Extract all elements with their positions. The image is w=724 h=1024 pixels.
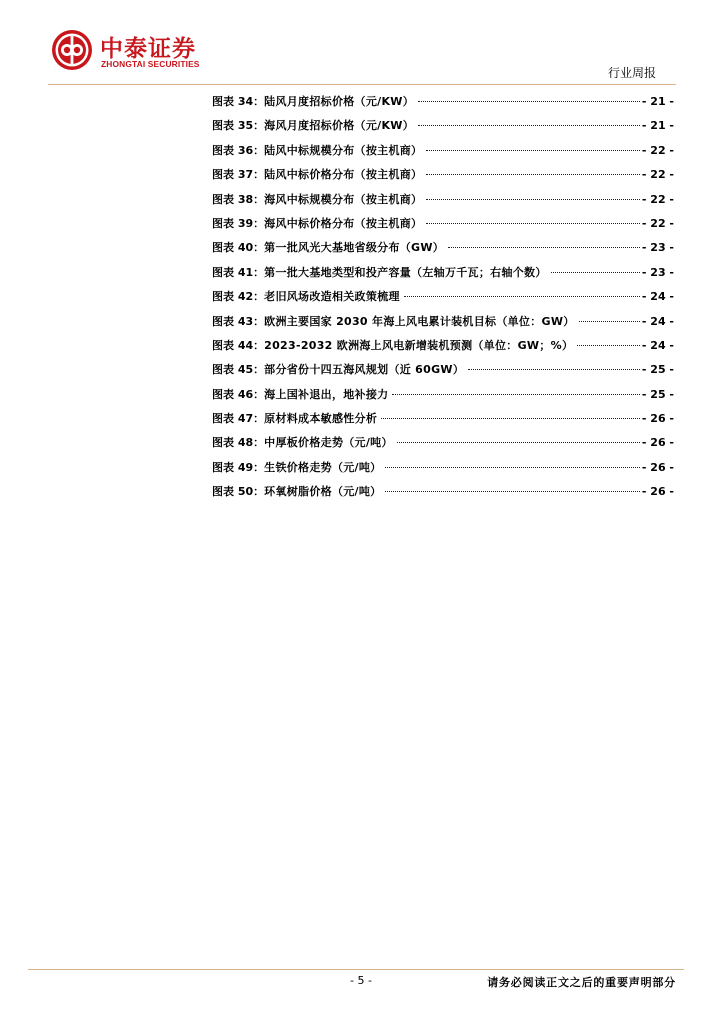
toc-page-number: - 26 - (641, 460, 674, 474)
toc-figure-number: 图表 35： (212, 119, 265, 133)
toc-page-number: - 26 - (641, 412, 674, 426)
toc-page-number: - 26 - (641, 436, 674, 450)
toc-entry[interactable] (212, 483, 674, 507)
toc-figure-number: 图表 48： (212, 436, 265, 450)
toc-entry[interactable] (212, 239, 674, 263)
toc-figure-title: 老旧风场改造相关政策梳理 (264, 290, 400, 304)
toc-figure-title: 第一批风光大基地省级分布（GW） (264, 241, 445, 255)
toc-entry[interactable] (212, 142, 674, 166)
toc-figure-title: 2023-2032 欧洲海上风电新增装机预测（单位：GW；%） (264, 338, 574, 352)
toc-figure-title: 海上国补退出，地补接力 (264, 387, 389, 401)
toc-dot-leader (385, 491, 639, 492)
toc-page-number: - 22 - (641, 216, 674, 230)
toc-entry[interactable] (212, 288, 674, 312)
toc-dot-leader (448, 247, 640, 248)
toc-figure-number: 图表 39： (212, 216, 265, 230)
toc-entry[interactable] (212, 93, 674, 117)
toc-page-number: - 26 - (641, 485, 674, 499)
toc-figure-number: 图表 37： (212, 168, 265, 182)
toc-entry[interactable] (212, 313, 674, 337)
header-divider (48, 84, 676, 85)
toc-figure-title: 部分省份十四五海风规划（近 60GW） (264, 363, 465, 377)
toc-entry[interactable] (212, 410, 674, 434)
toc-dot-leader (397, 442, 640, 443)
toc-figure-number: 图表 42： (212, 290, 265, 304)
disclaimer-text: 请务必阅读正文之后的重要声明部分 (487, 976, 676, 989)
toc-figure-title: 陆风月度招标价格（元/KW） (264, 95, 415, 108)
toc-dot-leader (381, 418, 640, 419)
toc-page-number: - 22 - (641, 168, 674, 182)
toc-dot-leader (385, 467, 639, 468)
toc-dot-leader (404, 296, 640, 297)
toc-page-number: - 24 - (641, 338, 674, 352)
toc-dot-leader (426, 174, 640, 175)
logo-english-name: ZHONGTAI SECURITIES (101, 59, 200, 69)
toc-figure-title: 海风中标价格分布（按主机商） (264, 216, 423, 230)
toc-figure-number: 图表 36： (212, 143, 265, 157)
toc-entry[interactable] (212, 459, 674, 483)
toc-figure-title: 海风中标规模分布（按主机商） (264, 192, 423, 206)
toc-dot-leader (426, 199, 640, 200)
toc-entry[interactable] (212, 386, 674, 410)
toc-entry[interactable] (212, 434, 674, 458)
toc-figure-number: 图表 44： (212, 338, 265, 352)
toc-figure-number: 图表 34： (212, 95, 265, 108)
toc-figure-number: 图表 45： (212, 363, 265, 377)
toc-page-number: - 21 - (641, 95, 674, 108)
toc-figure-number: 图表 40： (212, 241, 265, 255)
logo-chinese-name: 中泰证券 (100, 36, 196, 62)
toc-figure-number: 图表 47： (212, 412, 265, 426)
toc-figure-title: 欧洲主要国家 2030 年海上风电累计装机目标（单位：GW） (264, 314, 575, 328)
toc-figure-number: 图表 46： (212, 387, 265, 401)
toc-dot-leader (577, 345, 640, 346)
toc-page-number: - 24 - (641, 314, 674, 328)
toc-page-number: - 24 - (641, 290, 674, 304)
toc-dot-leader (418, 101, 640, 102)
company-logo (50, 28, 220, 72)
toc-entry[interactable] (212, 117, 674, 141)
toc-dot-leader (551, 272, 640, 273)
toc-entry[interactable] (212, 337, 674, 361)
toc-page-number: - 25 - (641, 387, 674, 401)
toc-dot-leader (579, 321, 640, 322)
toc-page-number: - 22 - (641, 143, 674, 157)
toc-entry[interactable] (212, 191, 674, 215)
toc-figure-title: 环氧树脂价格（元/吨） (264, 485, 382, 499)
zhongtai-logo-icon (50, 28, 94, 72)
toc-figure-number: 图表 38： (212, 192, 265, 206)
report-type-label: 行业周报 (607, 66, 656, 80)
toc-entry[interactable] (212, 264, 674, 288)
toc-figure-title: 第一批大基地类型和投产容量（左轴万千瓦；右轴个数） (264, 265, 547, 279)
toc-figure-title: 陆风中标规模分布（按主机商） (264, 143, 423, 157)
toc-dot-leader (392, 394, 639, 395)
page-number: - 5 - (350, 974, 372, 987)
toc-entry[interactable] (212, 215, 674, 239)
toc-figure-number: 图表 49： (212, 460, 265, 474)
toc-figure-title: 陆风中标价格分布（按主机商） (264, 168, 423, 182)
toc-dot-leader (468, 369, 640, 370)
toc-page-number: - 23 - (641, 241, 674, 255)
toc-dot-leader (426, 223, 640, 224)
toc-figure-number: 图表 50： (212, 485, 265, 499)
toc-figure-title: 中厚板价格走势（元/吨） (264, 436, 393, 450)
toc-figure-title: 生铁价格走势（元/吨） (264, 460, 382, 474)
toc-entry[interactable] (212, 166, 674, 190)
table-of-figures (212, 93, 674, 508)
toc-figure-number: 图表 43： (212, 314, 265, 328)
toc-entry[interactable] (212, 361, 674, 385)
toc-page-number: - 23 - (641, 265, 674, 279)
toc-figure-number: 图表 41： (212, 265, 265, 279)
toc-page-number: - 22 - (641, 192, 674, 206)
toc-figure-title: 原材料成本敏感性分析 (264, 412, 378, 426)
toc-figure-title: 海风月度招标价格（元/KW） (264, 119, 415, 133)
toc-page-number: - 21 - (641, 119, 674, 133)
toc-dot-leader (418, 125, 640, 126)
footer-divider (28, 969, 684, 970)
toc-dot-leader (426, 150, 640, 151)
toc-page-number: - 25 - (641, 363, 674, 377)
